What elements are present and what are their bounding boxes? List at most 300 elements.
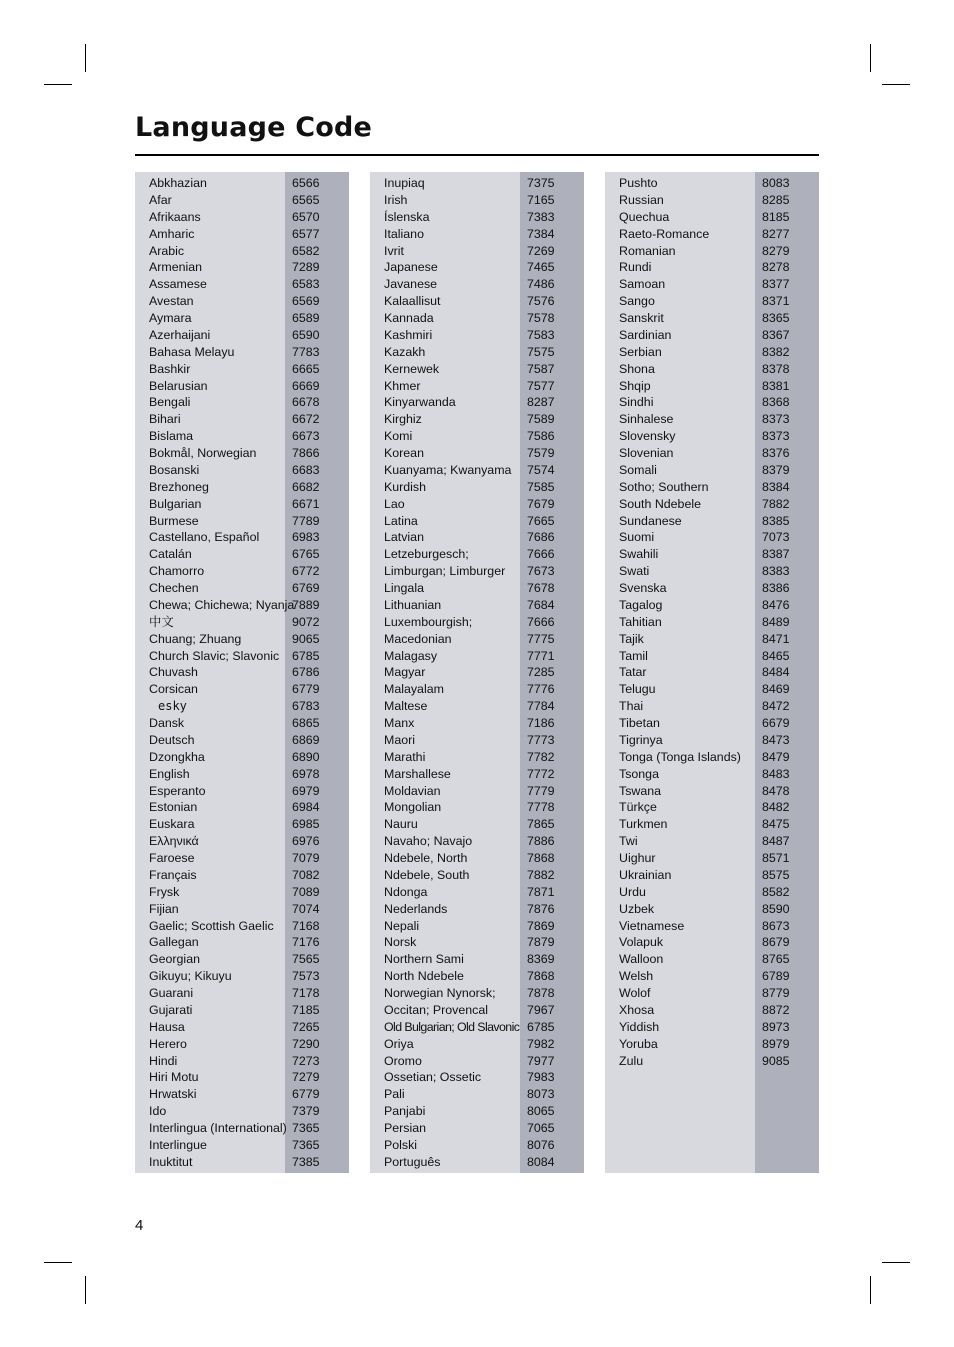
language-code: 7383 xyxy=(527,209,555,224)
language-name: Kinyarwanda xyxy=(384,395,456,410)
language-code: 7583 xyxy=(527,327,555,342)
language-row xyxy=(605,850,819,867)
language-name: Church Slavic; Slavonic xyxy=(149,648,280,663)
language-name: Armenian xyxy=(149,260,203,275)
language-row xyxy=(605,816,819,833)
language-row xyxy=(605,1036,819,1053)
language-row xyxy=(605,951,819,968)
language-row xyxy=(135,529,349,546)
language-code: 7673 xyxy=(527,564,555,579)
language-code: 7783 xyxy=(292,344,320,359)
language-name: Yiddish xyxy=(619,1019,660,1034)
language-name: Hiri Motu xyxy=(149,1070,199,1085)
language-name: Thai xyxy=(619,699,644,714)
language-code: 7079 xyxy=(292,851,320,865)
language-code: 8378 xyxy=(762,361,790,376)
language-row xyxy=(605,799,819,816)
language-row xyxy=(370,1069,584,1086)
language-row xyxy=(370,513,584,530)
language-row xyxy=(370,529,584,546)
language-name: Japanese xyxy=(384,260,438,275)
language-name: Svenska xyxy=(619,581,667,595)
language-row xyxy=(370,192,584,209)
page-title: Language Code xyxy=(135,112,373,143)
language-code: 6772 xyxy=(292,564,320,579)
language-name: Sindhi xyxy=(619,395,654,410)
language-name: Irish xyxy=(384,192,408,207)
language-name: Korean xyxy=(384,446,424,460)
language-row xyxy=(135,378,349,395)
language-name: Avestan xyxy=(149,294,194,309)
language-name: Interlingua (International) xyxy=(149,1121,287,1135)
language-name: Marathi xyxy=(384,749,426,764)
language-code: 7073 xyxy=(762,530,790,545)
language-code: 7587 xyxy=(527,361,555,376)
language-code: 8386 xyxy=(762,581,790,595)
language-row xyxy=(605,226,819,243)
language-row xyxy=(135,867,349,884)
language-code: 7784 xyxy=(527,699,555,714)
language-code: 6565 xyxy=(292,192,320,207)
language-row xyxy=(135,783,349,800)
language-row xyxy=(370,1103,584,1120)
language-name: Raeto-Romance xyxy=(619,226,710,241)
language-code: 7289 xyxy=(292,260,320,275)
language-code: 8369 xyxy=(527,952,555,967)
language-code: 7578 xyxy=(527,311,555,325)
language-name: Urdu xyxy=(619,884,646,899)
language-code: 6583 xyxy=(292,277,320,292)
language-row xyxy=(370,496,584,513)
language-row xyxy=(135,546,349,563)
language-row xyxy=(370,344,584,361)
language-row xyxy=(370,985,584,1002)
language-row xyxy=(135,580,349,597)
language-code: 7465 xyxy=(527,260,555,275)
language-name: Kashmiri xyxy=(384,327,433,342)
language-row xyxy=(605,445,819,462)
language-row xyxy=(605,209,819,226)
language-name: Bislama xyxy=(149,429,194,444)
language-name: Bokmål, Norwegian xyxy=(149,446,257,460)
language-row xyxy=(370,1120,584,1137)
language-row xyxy=(605,985,819,1002)
language-name: Assamese xyxy=(149,277,207,292)
language-row xyxy=(135,918,349,935)
language-code: 7871 xyxy=(527,884,555,899)
language-row xyxy=(370,968,584,985)
language-row xyxy=(605,175,819,192)
language-code: 6590 xyxy=(292,327,320,342)
language-row xyxy=(370,918,584,935)
crop-mark-bottom-left-vertical xyxy=(85,1276,86,1304)
language-name: Latina xyxy=(384,513,418,528)
language-code: 8379 xyxy=(762,462,790,477)
language-row xyxy=(370,901,584,918)
language-code: 8285 xyxy=(762,192,790,207)
language-name: Turkmen xyxy=(619,817,668,832)
language-code: 6890 xyxy=(292,749,320,764)
language-name: Volapuk xyxy=(619,935,664,950)
language-row xyxy=(370,597,584,614)
language-row xyxy=(135,1019,349,1036)
language-name: Brezhoneg xyxy=(149,479,209,494)
language-name: Tsonga xyxy=(619,766,659,781)
language-code: 7776 xyxy=(527,682,555,697)
language-row xyxy=(135,462,349,479)
language-row xyxy=(605,462,819,479)
language-row xyxy=(135,1120,349,1137)
language-name: Kazakh xyxy=(384,344,426,359)
language-code: 8473 xyxy=(762,732,790,747)
language-row xyxy=(135,394,349,411)
language-code: 8377 xyxy=(762,277,790,292)
language-row xyxy=(370,1053,584,1070)
language-name: Belarusian xyxy=(149,378,208,393)
language-row xyxy=(605,529,819,546)
language-name: Chuvash xyxy=(149,665,198,680)
language-code: 7775 xyxy=(527,631,555,646)
language-row xyxy=(370,546,584,563)
language-name: Malayalam xyxy=(384,682,444,697)
language-code: 7565 xyxy=(292,952,320,967)
language-code: 7486 xyxy=(527,277,555,292)
language-name: Lithuanian xyxy=(384,597,442,612)
language-name: Nederlands xyxy=(384,901,448,916)
language-name: Tigrinya xyxy=(619,732,663,747)
language-row xyxy=(370,1002,584,1019)
language-row xyxy=(605,513,819,530)
language-row xyxy=(370,664,584,681)
language-code: 7886 xyxy=(527,834,555,849)
language-code: 8475 xyxy=(762,817,790,832)
language-name: Bosanski xyxy=(149,462,200,477)
language-code: 7882 xyxy=(762,496,790,511)
language-code: 7577 xyxy=(527,378,555,393)
language-row xyxy=(605,614,819,631)
language-name: Sinhalese xyxy=(619,412,674,427)
language-row xyxy=(370,799,584,816)
language-code: 6671 xyxy=(292,496,320,511)
language-code: 7678 xyxy=(527,581,555,595)
language-row xyxy=(135,1002,349,1019)
language-row xyxy=(370,479,584,496)
language-code: 6779 xyxy=(292,1087,320,1102)
language-column-3 xyxy=(605,172,819,1173)
language-code: 8371 xyxy=(762,294,790,309)
language-name: Tswana xyxy=(619,783,662,798)
language-name: Aymara xyxy=(149,311,192,325)
language-name: Abkhazian xyxy=(149,176,207,190)
language-code: 7074 xyxy=(292,901,320,916)
language-name: Komi xyxy=(384,429,413,444)
language-name: Romanian xyxy=(619,243,676,258)
language-row xyxy=(605,698,819,715)
language-code: 8484 xyxy=(762,665,790,680)
language-row xyxy=(605,310,819,327)
language-name: Herero xyxy=(149,1036,187,1051)
language-code: 7868 xyxy=(527,969,555,984)
language-name: Castellano, Español xyxy=(149,530,260,545)
language-name: Lao xyxy=(384,496,405,511)
language-name: Dzongkha xyxy=(149,749,205,764)
language-name: Khmer xyxy=(384,378,421,393)
language-row xyxy=(370,327,584,344)
language-name: Deutsch xyxy=(149,732,195,747)
language-name: Italiano xyxy=(384,226,424,241)
language-row xyxy=(605,327,819,344)
language-row xyxy=(370,411,584,428)
language-name: Persian xyxy=(384,1121,427,1135)
language-name: Bihari xyxy=(149,412,181,427)
language-row xyxy=(370,563,584,580)
language-name: Amharic xyxy=(149,226,195,241)
language-code: 8373 xyxy=(762,412,790,427)
language-name: Bahasa Melayu xyxy=(149,344,235,359)
language-code: 8483 xyxy=(762,766,790,781)
language-code: 7586 xyxy=(527,429,555,444)
language-row xyxy=(370,631,584,648)
language-code: 7684 xyxy=(527,597,555,612)
language-name: Sanskrit xyxy=(619,311,664,325)
language-row xyxy=(135,799,349,816)
language-row xyxy=(370,1086,584,1103)
language-row xyxy=(135,833,349,850)
language-code: 8381 xyxy=(762,378,790,393)
language-code: 8479 xyxy=(762,749,790,764)
language-name: Kuanyama; Kwanyama xyxy=(384,462,512,477)
language-code: 8482 xyxy=(762,800,790,815)
language-code: 7977 xyxy=(527,1053,555,1068)
language-code: 7185 xyxy=(292,1002,320,1017)
language-code: 6665 xyxy=(292,361,320,376)
language-name: Moldavian xyxy=(384,783,441,798)
language-name: Samoan xyxy=(619,277,666,292)
language-name: Panjabi xyxy=(384,1104,426,1119)
language-name: Bashkir xyxy=(149,361,191,376)
language-code: 6589 xyxy=(292,311,320,325)
language-row xyxy=(135,175,349,192)
language-name: Sundanese xyxy=(619,513,682,528)
language-row xyxy=(135,513,349,530)
language-row xyxy=(605,361,819,378)
language-code: 7771 xyxy=(527,648,555,663)
language-code: 7379 xyxy=(292,1104,320,1119)
language-row xyxy=(370,1137,584,1154)
language-row xyxy=(605,867,819,884)
language-name: Letzeburgesch; xyxy=(384,547,469,562)
language-code: 7686 xyxy=(527,530,555,545)
language-row xyxy=(135,226,349,243)
language-name: Hrwatski xyxy=(149,1087,197,1102)
language-name: Zulu xyxy=(619,1053,644,1068)
language-row xyxy=(370,648,584,665)
language-name: Serbian xyxy=(619,344,662,359)
language-code: 7865 xyxy=(527,817,555,832)
page-number: 4 xyxy=(135,1217,144,1234)
language-name: Kannada xyxy=(384,311,434,325)
language-code: 8973 xyxy=(762,1019,790,1034)
language-row xyxy=(605,580,819,597)
language-row xyxy=(370,428,584,445)
language-name: Tajik xyxy=(619,631,644,646)
language-row xyxy=(370,681,584,698)
language-code: 7385 xyxy=(292,1154,320,1169)
language-name: Quechua xyxy=(619,209,670,224)
language-row xyxy=(370,833,584,850)
language-code: 7589 xyxy=(527,412,555,427)
crop-mark-top-right-horizontal xyxy=(882,84,910,85)
language-name: Chewa; Chichewa; Nyanja xyxy=(149,597,295,612)
language-name: Slovenian xyxy=(619,446,674,460)
language-name: Gujarati xyxy=(149,1002,193,1017)
language-code: 6985 xyxy=(292,817,320,832)
language-name: Pali xyxy=(384,1087,405,1102)
language-code: 7665 xyxy=(527,513,555,528)
language-row xyxy=(605,276,819,293)
language-row xyxy=(605,648,819,665)
language-code: 6783 xyxy=(292,699,320,714)
language-code: 7982 xyxy=(527,1036,555,1051)
language-name: Marshallese xyxy=(384,766,451,781)
language-code: 7279 xyxy=(292,1070,320,1085)
language-name: Estonian xyxy=(149,800,198,815)
language-code: 8571 xyxy=(762,851,790,865)
language-row xyxy=(135,1053,349,1070)
language-code: 8471 xyxy=(762,631,790,646)
language-name: Javanese xyxy=(384,277,438,292)
language-row xyxy=(605,546,819,563)
language-code: 8065 xyxy=(527,1104,555,1119)
language-row xyxy=(605,1053,819,1070)
language-name: Corsican xyxy=(149,682,198,697)
language-name: Tonga (Tonga Islands) xyxy=(619,749,741,764)
language-row xyxy=(135,1069,349,1086)
language-code: 7866 xyxy=(292,446,320,460)
language-code: 8765 xyxy=(762,952,790,967)
language-name: Catalán xyxy=(149,547,192,562)
language-code: 7575 xyxy=(527,344,555,359)
language-code: 7967 xyxy=(527,1002,555,1017)
language-name: Pushto xyxy=(619,176,658,190)
language-name: Kurdish xyxy=(384,479,427,494)
language-row xyxy=(135,445,349,462)
language-code: 7573 xyxy=(292,969,320,984)
language-row xyxy=(370,175,584,192)
language-code: 7882 xyxy=(527,867,555,882)
language-column-2 xyxy=(370,172,584,1173)
language-name: Guarani xyxy=(149,986,194,1000)
language-code: 6769 xyxy=(292,581,320,595)
language-name: Ελληνικά xyxy=(149,834,199,849)
language-row xyxy=(605,1002,819,1019)
language-list-3 xyxy=(605,172,819,1069)
language-code: 8277 xyxy=(762,226,790,241)
language-row xyxy=(370,378,584,395)
language-code: 6978 xyxy=(292,766,320,781)
language-row xyxy=(135,985,349,1002)
language-name: Chuang; Zhuang xyxy=(149,631,242,646)
language-code: 8185 xyxy=(762,209,790,224)
language-code: 6672 xyxy=(292,412,320,427)
language-row xyxy=(135,597,349,614)
language-code: 7889 xyxy=(292,597,320,612)
language-code: 7772 xyxy=(527,766,555,781)
language-code: 6869 xyxy=(292,732,320,747)
language-name: Bengali xyxy=(149,395,191,410)
language-name: Türkçe xyxy=(619,800,657,815)
language-code: 8368 xyxy=(762,395,790,410)
language-name: Azerhaijani xyxy=(149,327,211,342)
language-code: 8376 xyxy=(762,446,790,460)
language-row xyxy=(135,732,349,749)
language-row xyxy=(605,243,819,260)
language-row xyxy=(135,766,349,783)
language-name: Dansk xyxy=(149,716,185,730)
language-row xyxy=(605,934,819,951)
language-row xyxy=(605,192,819,209)
language-name: Ndebele, North xyxy=(384,851,468,865)
language-name: Íslenska xyxy=(384,209,430,224)
language-row xyxy=(135,951,349,968)
language-code: 6577 xyxy=(292,226,320,241)
language-name: Ossetian; Ossetic xyxy=(384,1070,482,1085)
language-name: Ido xyxy=(149,1104,167,1119)
language-code: 8083 xyxy=(762,176,790,190)
language-name: Welsh xyxy=(619,969,654,984)
language-code: 8465 xyxy=(762,648,790,663)
language-code: 9072 xyxy=(292,614,320,629)
language-row xyxy=(370,462,584,479)
language-name: Inupiaq xyxy=(384,176,425,190)
language-row xyxy=(135,1036,349,1053)
language-row xyxy=(370,732,584,749)
language-row xyxy=(605,394,819,411)
language-name: Shqip xyxy=(619,378,651,393)
language-row xyxy=(605,664,819,681)
language-name: Kalaallisut xyxy=(384,294,441,309)
language-name: Xhosa xyxy=(619,1002,655,1017)
language-code: 8673 xyxy=(762,918,790,933)
language-name: Luxembourgish; xyxy=(384,614,473,629)
language-code: 7365 xyxy=(292,1137,320,1152)
language-name: Ivrit xyxy=(384,243,404,258)
language-name: Nauru xyxy=(384,817,418,832)
language-list-1 xyxy=(135,172,349,1171)
crop-mark-bottom-right-vertical xyxy=(870,1276,871,1304)
language-code: 7679 xyxy=(527,496,555,511)
language-row xyxy=(135,816,349,833)
language-name: Twi xyxy=(619,834,638,849)
language-name: Hausa xyxy=(149,1019,185,1034)
language-name: Arabic xyxy=(149,243,185,258)
language-row xyxy=(135,411,349,428)
language-row xyxy=(370,226,584,243)
language-code: 8476 xyxy=(762,597,790,612)
language-row xyxy=(370,361,584,378)
language-code: 7789 xyxy=(292,513,320,528)
language-row xyxy=(605,783,819,800)
language-code: 6979 xyxy=(292,783,320,798)
language-row xyxy=(605,715,819,732)
language-code: 8590 xyxy=(762,901,790,916)
language-code: 8979 xyxy=(762,1036,790,1051)
language-row xyxy=(370,243,584,260)
language-code: 8487 xyxy=(762,834,790,849)
language-name: Uighur xyxy=(619,851,656,865)
language-code: 7576 xyxy=(527,294,555,309)
language-code: 7666 xyxy=(527,547,555,562)
